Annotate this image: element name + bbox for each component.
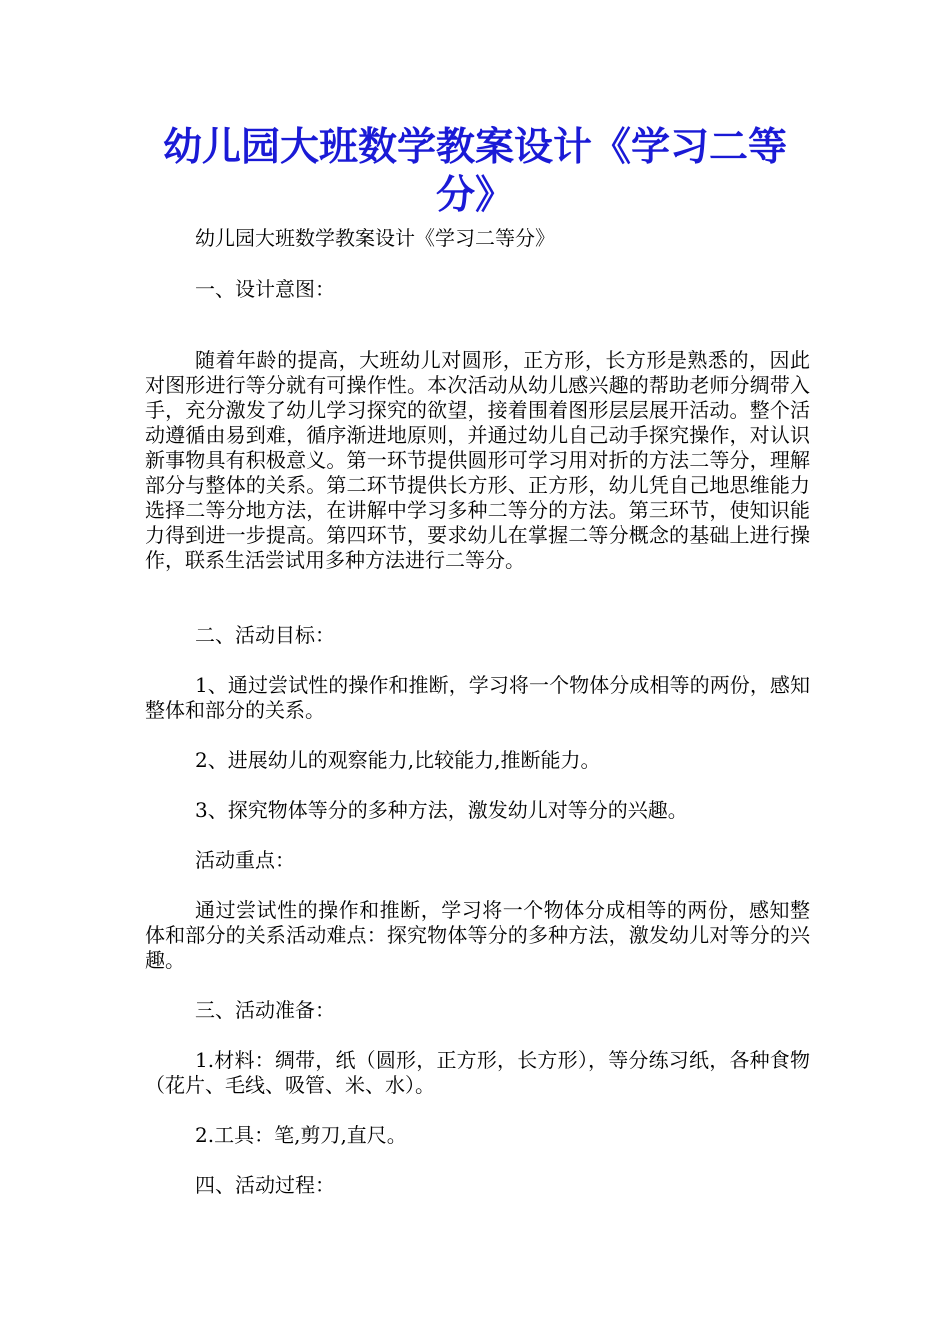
goal-3: 3、探究物体等分的多种方法，激发幼儿对等分的兴趣。 [195,798,688,822]
prep-tools: 2.工具：笔,剪刀,直尺。 [195,1123,407,1147]
document-subtitle: 幼儿园大班数学教案设计《学习二等分》 [195,226,555,250]
section1-paragraph: 随着年龄的提高，大班幼儿对圆形，正方形，长方形是熟悉的，因此对图形进行等分就有可操作性。本次活动从幼儿感兴趣的帮助老师分绸带入手，充分激发了幼儿学习探究的欲望，接着围着图形层层展开活动。整个活动遵循由易到难，循序渐进地原则，并通过幼儿自己动手探究操作，对认识新事物具有积极意义。第一环节提供圆形可学习用对折的方法二等分，理解部分与整体的关系。第二环节提供长方形、正方形，幼儿凭自己地思维能力选择二等分地方法，在讲解中学习多种二等分的方法。第三环节，使知识能力得到进一步提高。第四环节，要求幼儿在掌握二等分概念的基础上进行操作，联系生活尝试用多种方法进行二等分。 [145,348,810,572]
key-point-paragraph: 通过尝试性的操作和推断，学习将一个物体分成相等的两份，感知整体和部分的关系活动难点：探究物体等分的多种方法，激发幼儿对等分的兴趣。 [145,898,810,972]
goal-2: 2、进展幼儿的观察能力,比较能力,推断能力。 [195,748,601,772]
section3-heading: 三、活动准备： [195,998,335,1022]
section4-heading: 四、活动过程： [195,1173,335,1197]
key-point-heading: 活动重点： [195,848,295,872]
section1-heading: 一、设计意图： [195,277,335,301]
prep-materials: 1.材料：绸带，纸（圆形，正方形，长方形），等分练习纸，各种食物（花片、毛线、吸管、米、水）。 [145,1048,810,1097]
goal-1: 1、通过尝试性的操作和推断，学习将一个物体分成相等的两份，感知整体和部分的关系。 [145,673,810,722]
section2-heading: 二、活动目标： [195,623,335,647]
document-title: 幼儿园大班数学教案设计《学习二等分》 [162,125,787,218]
